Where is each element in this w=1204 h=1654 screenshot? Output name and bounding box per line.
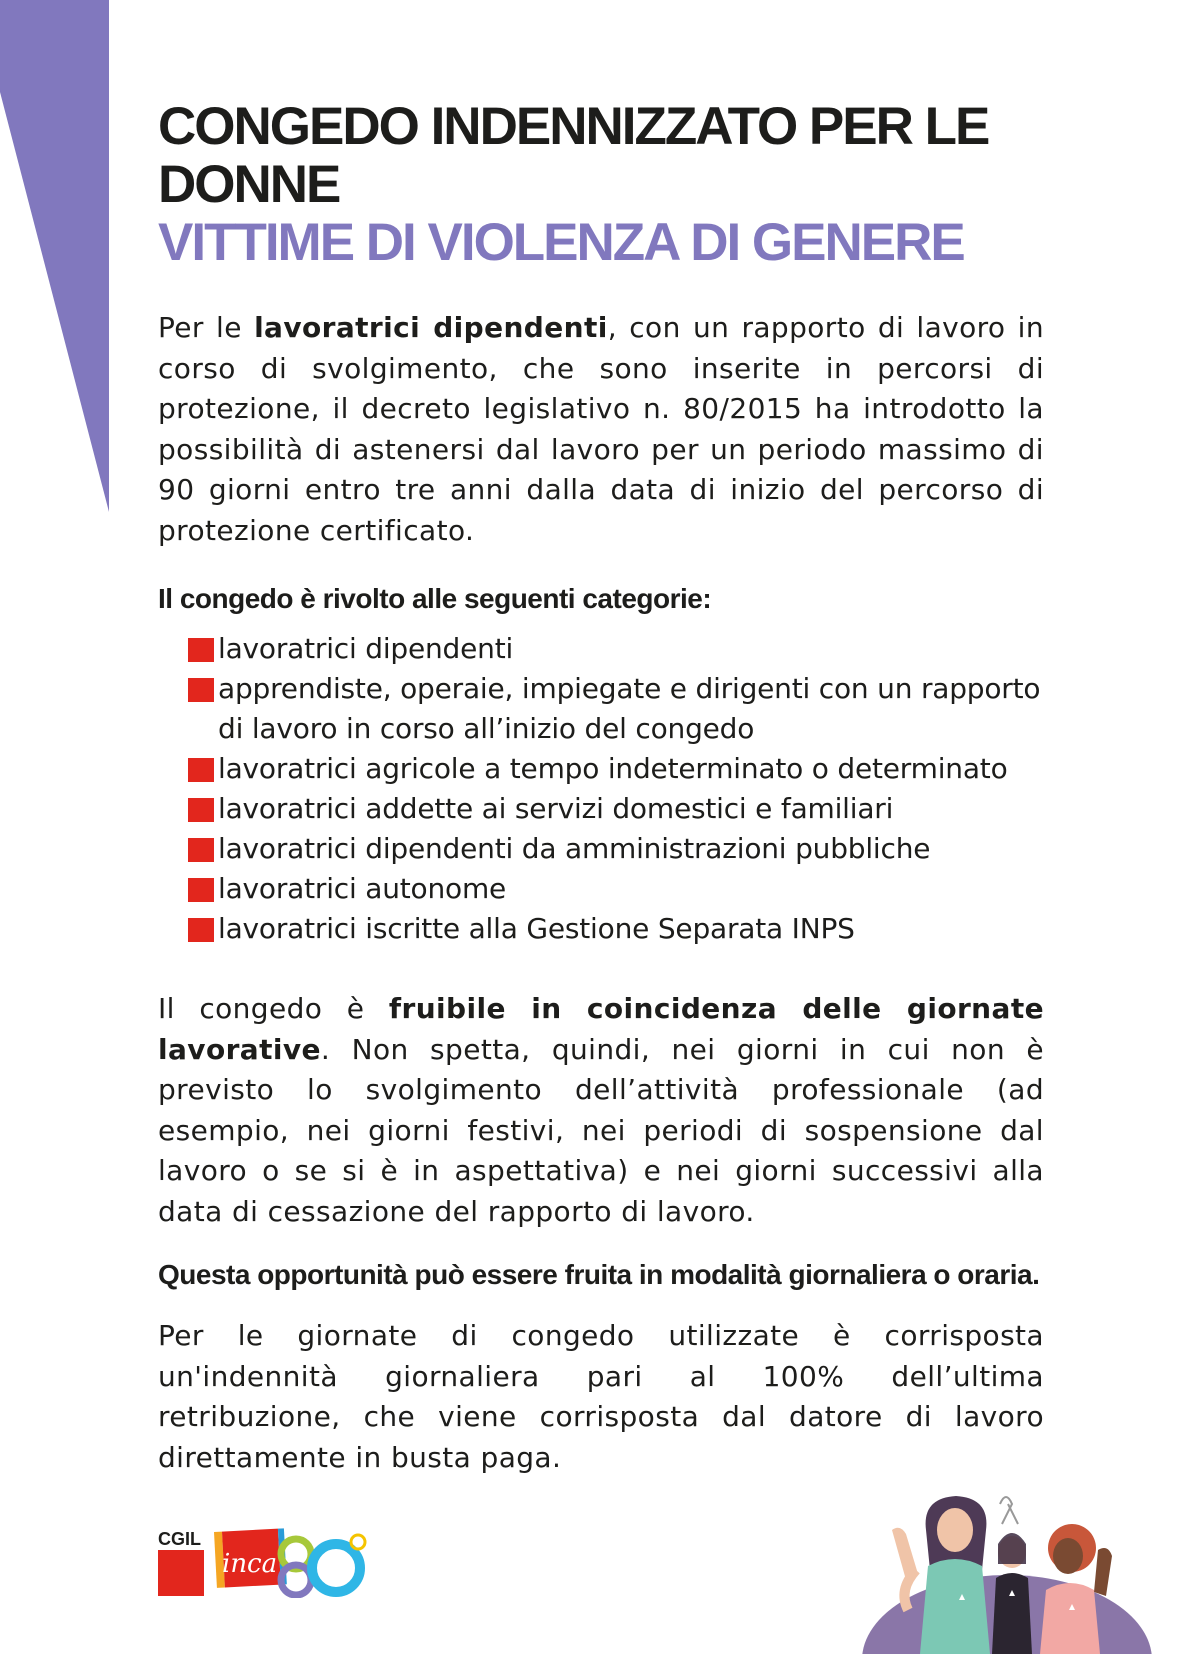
list-item [188,789,1044,829]
page-title [158,98,1044,272]
categories-heading: Il congedo è rivolto alle seguenti categorie: [158,583,712,614]
list-item-text: lavoratrici autonome [218,872,507,905]
logo-inca-text: inca [222,1549,278,1579]
list-item [188,749,1044,789]
categories-list [188,629,1044,949]
list-item-text: lavoratrici agricole a tempo indeterminato o determinato [218,752,1008,785]
intro-bold: lavoratrici dipendenti [254,311,608,344]
list-item [188,629,1044,669]
list-item [188,869,1044,909]
red-square-bullet-icon [188,838,214,862]
list-item [188,829,1044,869]
women-solidarity-illustration [862,1490,1152,1654]
list-item [188,909,1044,949]
cgil-inca-80-logo [158,1528,368,1598]
list-item-text: apprendiste, operaie, impiegate e dirigenti con un rapporto di lavoro in corso all’inizio del congedo [218,672,1041,745]
red-square-bullet-icon [188,638,214,662]
title-line-3: VITTIME DI VIOLENZA DI GENERE [158,213,964,272]
title-line-2: DONNE [158,155,340,214]
fruibile-paragraph [158,989,1044,1232]
red-square-bullet-icon [188,798,214,822]
red-square-bullet-icon [188,878,214,902]
intro-post: , con un rapporto di lavoro in corso di svolgimento, che sono inserite in percorsi di protezione, il decreto legislativo n. 80/2015 ha introdotto la possibilità di astenersi dal lavoro per un periodo massimo di 90 giorni entro tre anni dalla data di inizio del percorso di protezione certificato. [158,311,1044,547]
main-content [158,98,1044,1478]
fruibile-bold: fruibile in coincidenza delle giornate lavorative [158,992,1044,1066]
list-item-text: lavoratrici iscritte alla Gestione Separata INPS [218,912,855,945]
red-square-bullet-icon [188,758,214,782]
red-square-bullet-icon [188,918,214,942]
list-item [188,669,1044,749]
indennita-paragraph: Per le giornate di congedo utilizzate è corrisposta un'indennità giornaliera pari al 100% dell’ultima retribuzione, che viene corrisposta dal datore di lavoro direttamente in busta paga. [158,1319,1044,1474]
fruibile-post: . Non spetta, quindi, nei giorni in cui non è previsto lo svolgimento dell’attività professionale (ad esempio, nei giorni festivi, nei periodi di sospensione dal lavoro o se si è in aspettativa) e nei giorni successivi alla data di cessazione del rapporto di lavoro. [158,1032,1044,1228]
list-item-text: lavoratrici addette ai servizi domestici e familiari [218,792,894,825]
intro-paragraph [158,308,1044,551]
logo-cgil-text: CGIL [158,1529,201,1549]
list-item-text: lavoratrici dipendenti [218,632,514,665]
red-square-bullet-icon [188,678,214,702]
list-item-text: lavoratrici dipendenti da amministrazioni pubbliche [218,832,931,865]
decorative-purple-triangle [0,0,110,515]
intro-pre: Per le [158,311,255,344]
ribbon-icon [1000,1497,1018,1524]
title-line-1: CONGEDO INDENNIZZATO PER LE [158,97,989,156]
fruibile-pre: Il congedo è [158,992,389,1025]
modalita-heading: Questa opportunità può essere fruita in modalità giornaliera o oraria. [158,1259,1040,1290]
